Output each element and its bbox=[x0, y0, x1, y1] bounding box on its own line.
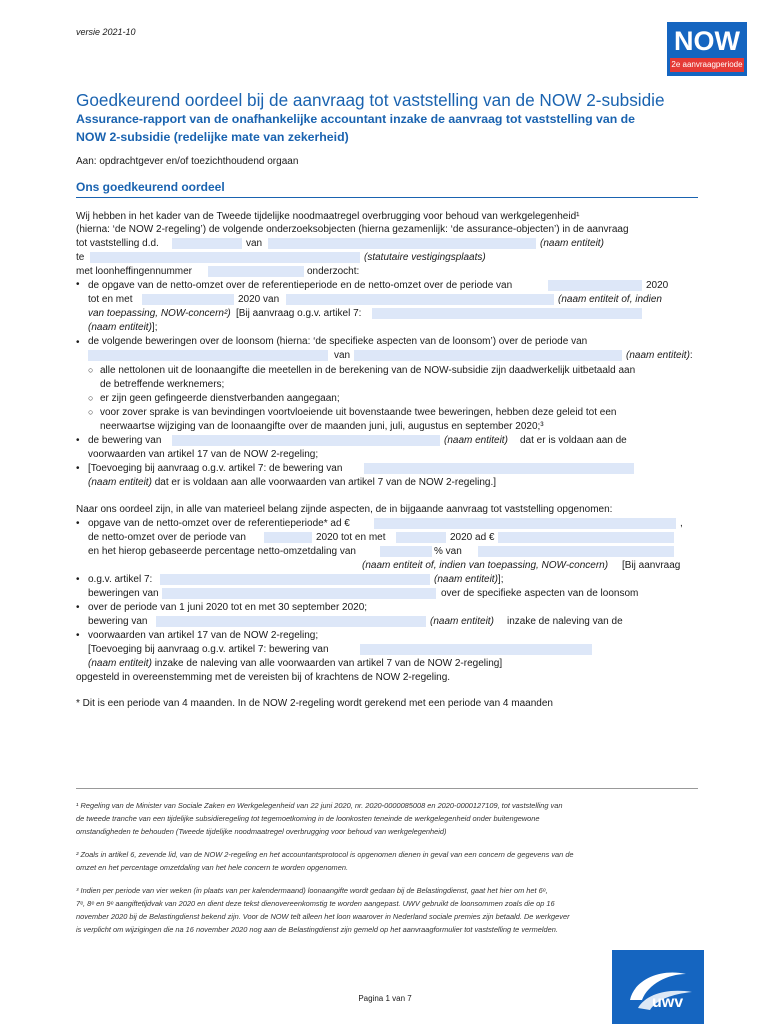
b2-entity-hint: (naam entiteit) bbox=[626, 350, 690, 361]
p1-line-3-van: van bbox=[246, 238, 263, 249]
bullet: • bbox=[76, 279, 80, 290]
b1-year-1: 2020 bbox=[646, 280, 669, 291]
c2-line-2: beweringen van bbox=[88, 588, 159, 599]
c1-line-3: en het hierop gebaseerde percentage netto-omzetdaling van bbox=[88, 546, 356, 557]
section-heading: Ons goedkeurend oordeel bbox=[76, 180, 225, 194]
b4-entity-field[interactable] bbox=[364, 463, 634, 474]
c3-line-2-end: inzake de naleving van de bbox=[507, 616, 623, 627]
turnover-decline-percentage-field[interactable] bbox=[380, 546, 432, 557]
footnote-3-line-1: ³ Indien per periode van vier weken (in plaats van per kalendermaand) loonaangifte wordt gedaan bij de Belastingdienst, gaat het hier om het 6ᵉ, bbox=[76, 886, 548, 895]
bullet: • bbox=[76, 337, 80, 348]
sub-3-line-2: neerwaartse wijziging van de loonaangifte over de maanden juni, juli, augustus en september 2020;³ bbox=[100, 421, 544, 432]
sub-3-line-1: voor zover sprake is van bevindingen voortvloeiende uit bovenstaande twee beweringen, hebben deze geleid tot een bbox=[100, 407, 617, 418]
p1-line-3-label: tot vaststelling d.d. bbox=[76, 238, 159, 249]
b1-line-1: de opgave van de netto-omzet over de referentieperiode en de netto-omzet over de periode van bbox=[88, 280, 513, 291]
c2-line-1-end: ]; bbox=[497, 574, 504, 585]
c3-line-2: bewering van bbox=[88, 616, 148, 627]
footnote-3-line-3: november 2020 bij de Belastingdienst bekend zijn. Voor de NOW telt alleen het loon waarover in Nederland sociale premies zijn betaald. De werkgever bbox=[76, 912, 570, 921]
subtitle-line-1: Assurance-rapport van de onafhankelijke accountant inzake de aanvraag tot vaststelling van de bbox=[76, 112, 635, 126]
b2-colon: : bbox=[689, 350, 693, 361]
b2-entity-field[interactable] bbox=[354, 350, 622, 361]
footnote-2-line-1: ² Zoals in artikel 6, zevende lid, van de NOW 2-regeling en het accountantsprotocol is opgenomen dienen in geval van een concern de gegevens van de bbox=[76, 850, 574, 859]
p1-line-4-te: te bbox=[76, 252, 85, 263]
bullet: • bbox=[76, 602, 80, 613]
c1-ad: 2020 ad € bbox=[450, 532, 495, 543]
uwv-logo bbox=[612, 950, 704, 1024]
b3-entity-field[interactable] bbox=[172, 435, 440, 446]
footnote-3-line-4: is verplicht om wijzigingen die na 16 november 2020 nog aan de Belastingdienst zijn gemeld op het aanvraagformulier tot vaststelling te vermelden. bbox=[76, 925, 558, 934]
b1-year-2: 2020 van bbox=[238, 294, 280, 305]
footnote-2-line-2: omzet en het percentage omzetdaling van het hele concern te worden opgenomen. bbox=[76, 863, 348, 872]
sub-bullet: ○ bbox=[88, 393, 94, 403]
entity-name-field[interactable] bbox=[268, 238, 536, 249]
subtitle-line-2: NOW 2-subsidie (redelijke mate van zekerheid) bbox=[76, 130, 349, 144]
c1-period-start-field[interactable] bbox=[264, 532, 312, 543]
sub-bullet: ○ bbox=[88, 365, 94, 375]
p1-line-5-end: onderzocht: bbox=[307, 266, 360, 277]
now-logo-text: NOW bbox=[674, 26, 740, 56]
b1-art7-label: [Bij aanvraag o.g.v. artikel 7: bbox=[236, 308, 362, 319]
page-number: Pagina 1 van 7 bbox=[358, 994, 412, 1003]
footnote-3-line-2: 7ᵉ, 8ᵉ en 9ᵉ aangiftetijdvak van 2020 en dient deze tekst dienovereenkomstig te worden aangepast. UWV gebruikt de loonsommen zoals die op 16 bbox=[76, 899, 555, 908]
bullet: • bbox=[76, 463, 80, 474]
c3-entity-hint: (naam entiteit) bbox=[430, 616, 494, 627]
b1-art7-entity-field[interactable] bbox=[372, 308, 642, 319]
period-note: * Dit is een periode van 4 maanden. In de NOW 2-regeling wordt gerekend met een periode van 4 maanden bbox=[76, 698, 553, 709]
c1-entity-field[interactable] bbox=[478, 546, 674, 557]
c4-entity-hint: (naam entiteit) bbox=[88, 658, 152, 669]
c4-line-4: opgesteld in overeenstemming met de vereisten bij of krachtens de NOW 2-regeling. bbox=[76, 672, 451, 683]
sub-1-line-1: alle nettolonen uit de loonaangifte die meetellen in de berekening van de NOW-subsidie zijn daadwerkelijk uitbetaald aan bbox=[100, 365, 636, 376]
b2-line-1: de volgende beweringen over de loonsom (hierna: ‘de specifieke aspecten van de loonsom’) over de periode van bbox=[88, 336, 588, 347]
b2-period-field[interactable] bbox=[88, 350, 328, 361]
c1-line-2: de netto-omzet over de periode van bbox=[88, 532, 246, 543]
period-start-field[interactable] bbox=[548, 280, 642, 291]
c2-line-1: o.g.v. artikel 7: bbox=[88, 574, 153, 585]
sub-1-line-2: de betreffende werknemers; bbox=[100, 379, 225, 390]
payroll-tax-number-field[interactable] bbox=[208, 266, 304, 277]
c3-line-1: over de periode van 1 juni 2020 tot en met 30 september 2020; bbox=[88, 602, 368, 613]
b2-van: van bbox=[334, 350, 351, 361]
b4-entity-hint: (naam entiteit) bbox=[88, 477, 152, 488]
p1-location-hint: (statutaire vestigingsplaats) bbox=[364, 252, 486, 263]
location-field[interactable] bbox=[90, 252, 360, 263]
bullet: • bbox=[76, 574, 80, 585]
period-end-field[interactable] bbox=[142, 294, 234, 305]
c1-comma: , bbox=[680, 518, 683, 529]
b1-line-4 bbox=[88, 321, 157, 334]
b3-line-2: voorwaarden van artikel 17 van de NOW 2-regeling; bbox=[88, 449, 319, 460]
footnote-divider bbox=[76, 788, 698, 789]
b2-entity-hint-wrap bbox=[626, 349, 693, 362]
c1-entity-hint: (naam entiteit of, indien van toepassing, NOW-concern) bbox=[362, 560, 609, 571]
uwv-logo-text: uwv bbox=[652, 994, 684, 1011]
c2-entity-hint: (naam entiteit) bbox=[434, 574, 498, 585]
c1-turnover-field[interactable] bbox=[498, 532, 674, 543]
c1-tot-en-met: 2020 tot en met bbox=[316, 532, 386, 543]
c2-entity-hint-wrap bbox=[434, 573, 503, 586]
c1-period-end-field[interactable] bbox=[396, 532, 446, 543]
c4-entity-field[interactable] bbox=[360, 644, 592, 655]
now-logo-subtitle: 2e aanvraagperiode bbox=[670, 58, 744, 72]
now-logo bbox=[667, 22, 747, 76]
b1-entity-field[interactable] bbox=[286, 294, 554, 305]
p1-line-2: (hierna: ‘de NOW 2-regeling’) de volgende onderzoeksobjecten (hierna gezamenlijk: ‘de assurance-objecten’) in de aanvraag bbox=[76, 224, 629, 235]
c4-line-3 bbox=[88, 657, 502, 670]
c1-percent-van: % van bbox=[434, 546, 462, 557]
p2: Naar ons oordeel zijn, in alle van materieel belang zijnde aspecten, de in bijgaande aanvraag tot vaststelling opgenomen: bbox=[76, 504, 613, 515]
p1-line-5-label: met loonheffingennummer bbox=[76, 266, 192, 277]
b1-line-4-end: ]; bbox=[151, 322, 158, 333]
b1-entity-hint-2: (naam entiteit) bbox=[88, 322, 152, 333]
c2-line-2-end: over de specifieke aspecten van de loonsom bbox=[441, 588, 639, 599]
date-field[interactable] bbox=[172, 238, 242, 249]
version-label: versie 2021-10 bbox=[76, 27, 136, 37]
c3-entity-field[interactable] bbox=[156, 616, 426, 627]
c4-line-3-text: inzake de naleving van alle voorwaarden van artikel 7 van de NOW 2-regeling] bbox=[154, 658, 503, 669]
reference-turnover-field[interactable] bbox=[374, 518, 676, 529]
p1-line-1: Wij hebben in het kader van de Tweede tijdelijke noodmaatregel overbrugging voor behoud van werkgelegenheid¹ bbox=[76, 211, 580, 222]
section-divider bbox=[76, 197, 698, 198]
addressee: Aan: opdrachtgever en/of toezichthoudend orgaan bbox=[76, 156, 299, 167]
c1-art7: [Bij aanvraag bbox=[622, 560, 681, 571]
b1-concern-hint: van toepassing, NOW-concern²) bbox=[88, 308, 231, 319]
b4-line-2-text: dat er is voldaan aan alle voorwaarden van artikel 7 van de NOW 2-regeling.] bbox=[154, 477, 497, 488]
bullet: • bbox=[76, 435, 80, 446]
uwv-swoosh-icon bbox=[612, 950, 704, 1024]
b3-line-1: de bewering van bbox=[88, 435, 162, 446]
bullet: • bbox=[76, 518, 80, 529]
page-title: Goedkeurend oordeel bij de aanvraag tot vaststelling van de NOW 2-subsidie bbox=[76, 90, 665, 110]
b1-entity-hint: (naam entiteit of, indien bbox=[558, 294, 662, 305]
c4-line-1: voorwaarden van artikel 17 van de NOW 2-regeling; bbox=[88, 630, 319, 641]
c2-art7-entity-field[interactable] bbox=[160, 574, 430, 585]
footnote-1-line-3: omstandigheden te behouden (Tweede tijdelijke noodmaatregel overbrugging voor behoud van werkgelegenheid) bbox=[76, 827, 447, 836]
b1-line-2-label: tot en met bbox=[88, 294, 133, 305]
b3-line-1-end: dat er is voldaan aan de bbox=[520, 435, 627, 446]
c4-line-2: [Toevoeging bij aanvraag o.g.v. artikel 7: bewering van bbox=[88, 644, 329, 655]
footnote-1-line-1: ¹ Regeling van de Minister van Sociale Zaken en Werkgelegenheid van 22 juni 2020, nr. 2020-0000085008 en 2020-0000127109, tot vaststelling van bbox=[76, 801, 563, 810]
bullet: • bbox=[76, 630, 80, 641]
b4-line-2 bbox=[88, 476, 496, 489]
b3-entity-hint: (naam entiteit) bbox=[444, 435, 508, 446]
c1-line-1: opgave van de netto-omzet over de referentieperiode* ad € bbox=[88, 518, 350, 529]
footnote-1-line-2: de tweede tranche van een tijdelijke subsidieregeling tot tegemoetkoming in de loonkosten teneinde de werkgelegenheid onder buitengewone bbox=[76, 814, 540, 823]
sub-bullet: ○ bbox=[88, 407, 94, 417]
sub-2: er zijn geen gefingeerde dienstverbanden aangegaan; bbox=[100, 393, 340, 404]
p1-entity-hint: (naam entiteit) bbox=[540, 238, 604, 249]
b4-line-1: [Toevoeging bij aanvraag o.g.v. artikel 7: de bewering van bbox=[88, 463, 343, 474]
c2-entity-field[interactable] bbox=[162, 588, 436, 599]
